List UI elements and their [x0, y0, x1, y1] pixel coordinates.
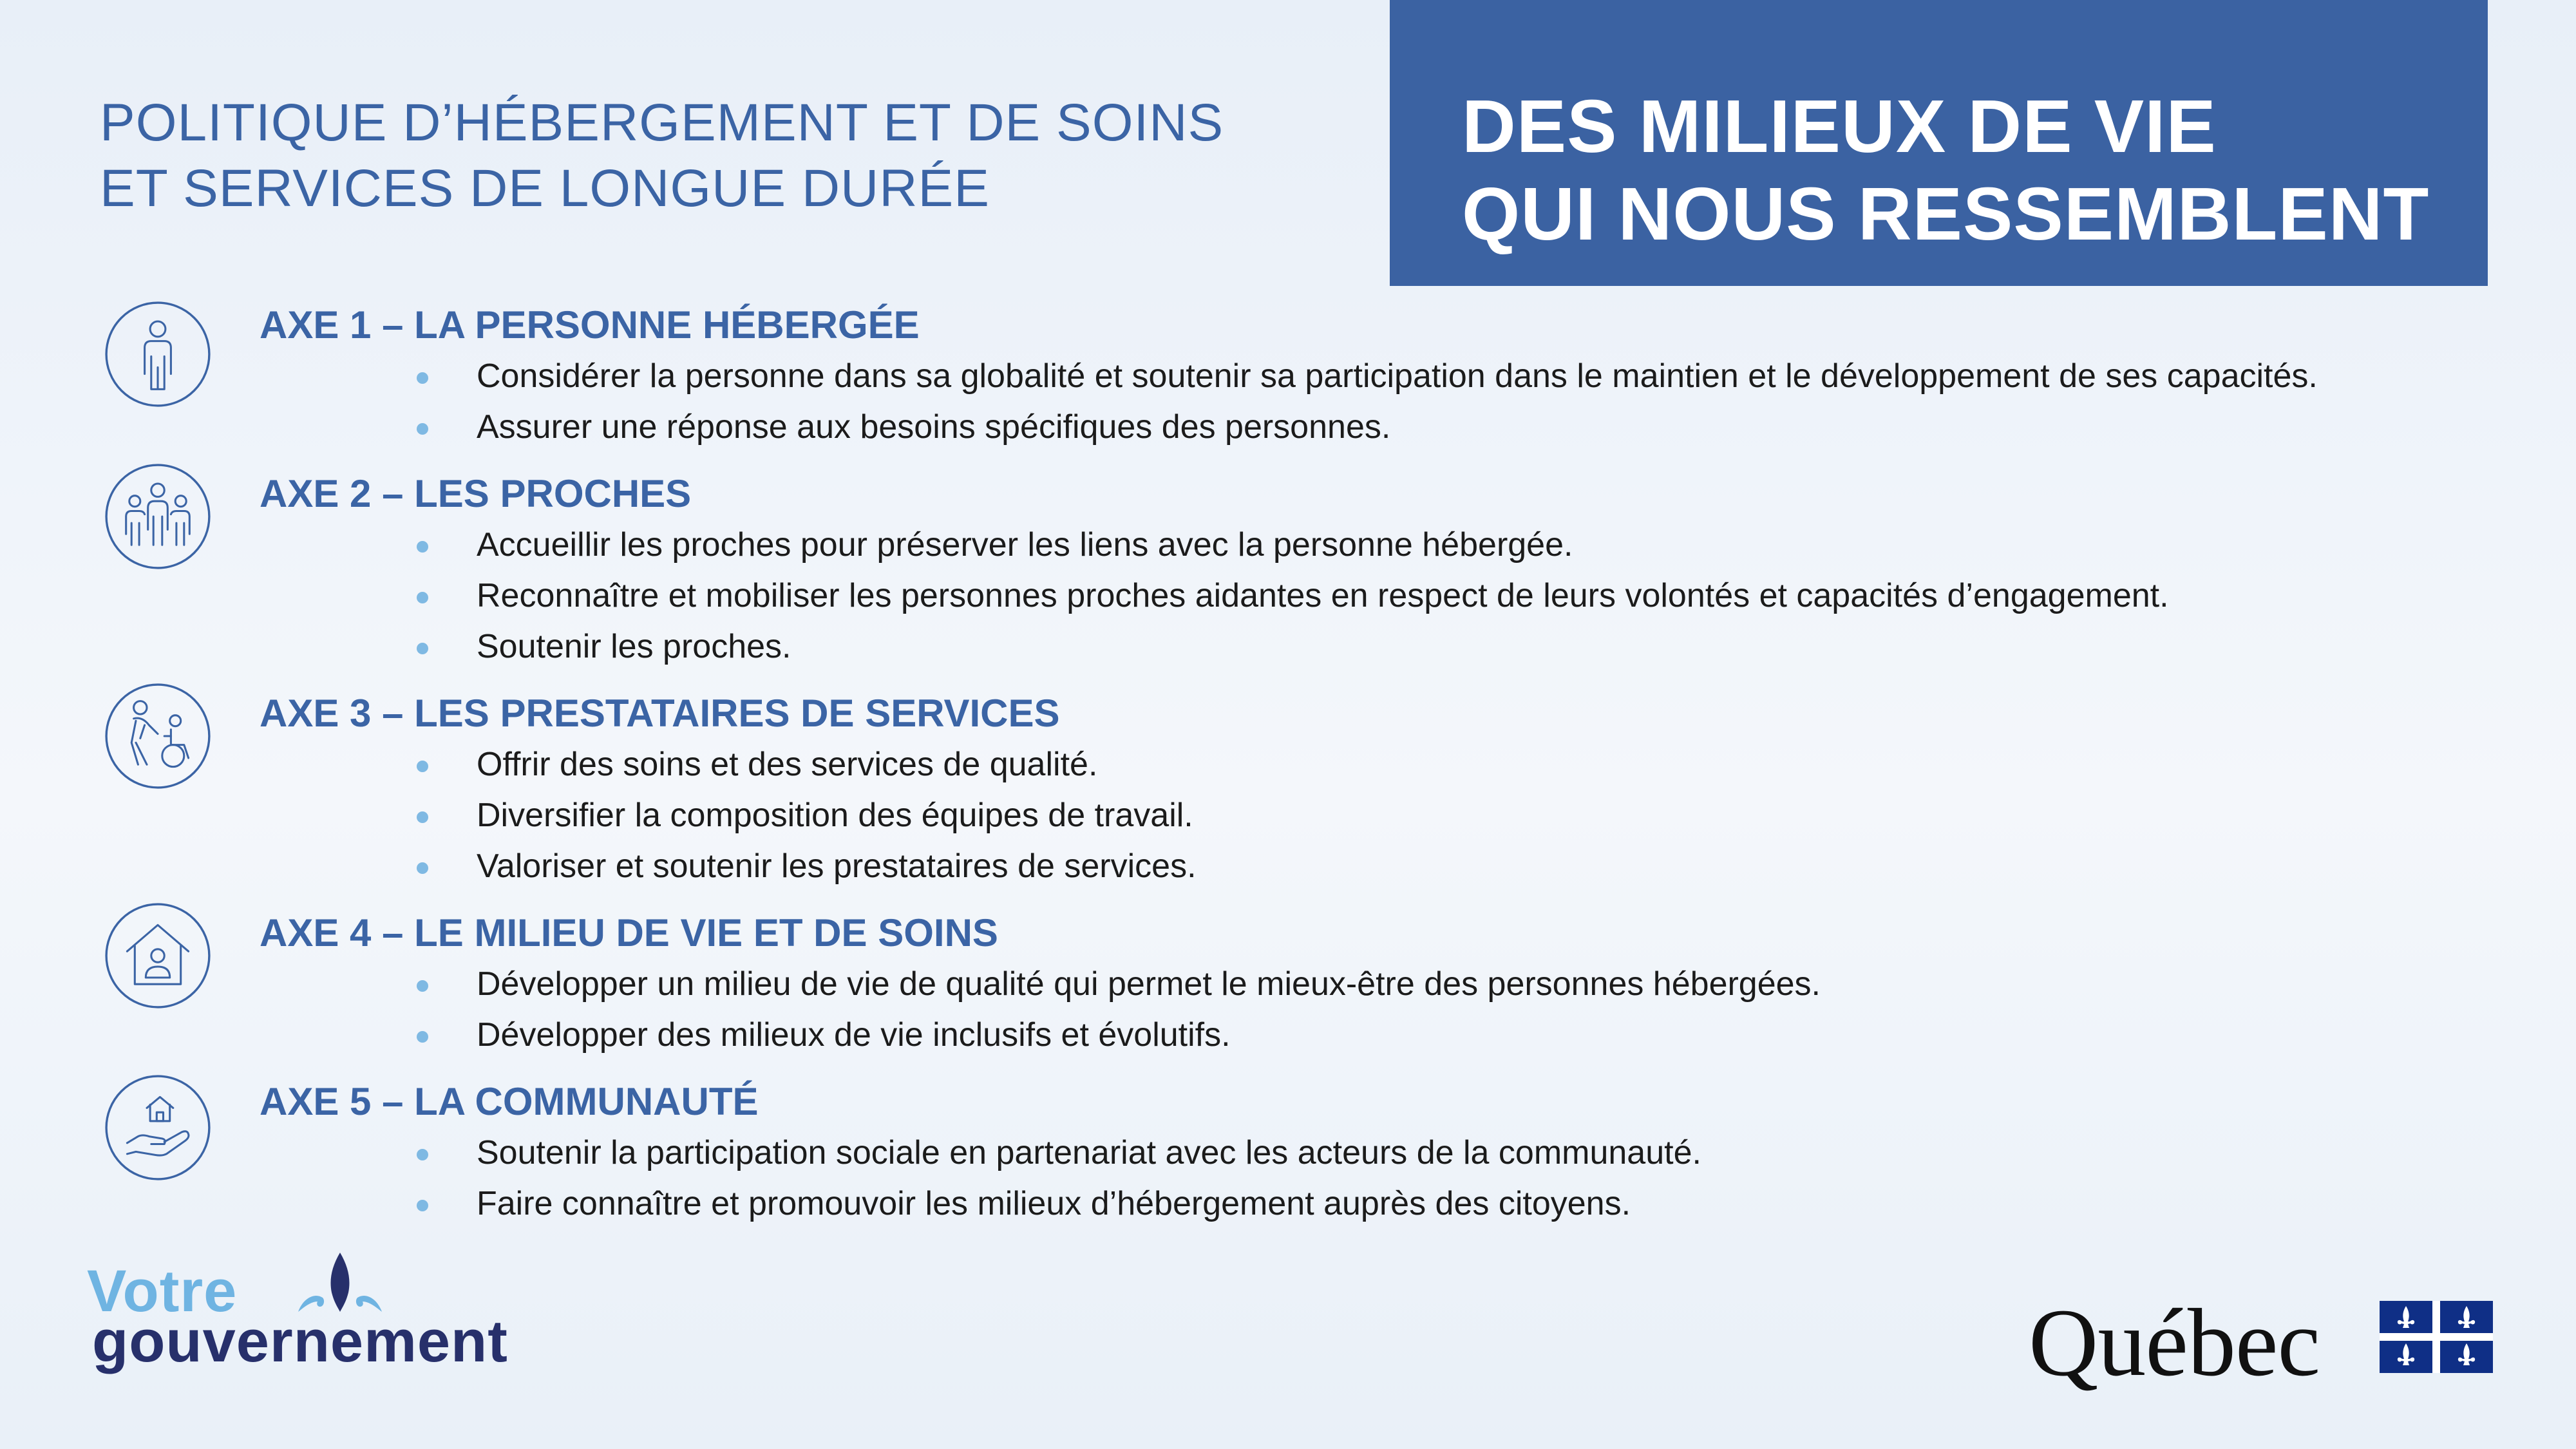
bullet-dot [417, 541, 428, 553]
bullet-dot [417, 1149, 428, 1160]
person-icon [103, 299, 213, 409]
bullet-dot [417, 1031, 428, 1043]
bullet-dot [417, 811, 428, 823]
group-icon [103, 462, 213, 571]
axis-2-title: AXE 2 – LES PROCHES [260, 472, 692, 515]
bullet-dot [417, 592, 428, 603]
banner-title-line2: QUI NOUS RESSEMBLENT [1462, 172, 2430, 256]
bullet-dot [417, 862, 428, 874]
banner-title-line1: DES MILIEUX DE VIE [1462, 84, 2217, 168]
quebec-flag-icon [2380, 1301, 2493, 1373]
axis-5-title: AXE 5 – LA COMMUNAUTÉ [260, 1080, 759, 1123]
logo-votre-text: Votre [87, 1258, 238, 1324]
votre-gouvernement-logo [87, 1259, 538, 1388]
bullet-dot [417, 423, 428, 435]
policy-subtitle-line1: POLITIQUE D’HÉBERGEMENT ET DE SOINS [100, 93, 1224, 152]
banner-title [1462, 82, 2488, 258]
logo-gouvernement-text: gouvernement [92, 1309, 508, 1374]
axis-4-title: AXE 4 – LE MILIEU DE VIE ET DE SOINS [260, 911, 998, 954]
quebec-wordmark: Québec [2029, 1289, 2320, 1396]
bullet-dot [417, 643, 428, 654]
bullet-dot [417, 372, 428, 384]
policy-subtitle [100, 90, 1356, 222]
title-banner [1390, 0, 2488, 286]
bullet-dot [417, 761, 428, 772]
quebec-logo [2029, 1288, 2492, 1397]
axis-3-title: AXE 3 – LES PRESTATAIRES DE SERVICES [260, 692, 1060, 735]
house-person-icon [103, 901, 213, 1010]
axis-1-title: AXE 1 – LA PERSONNE HÉBERGÉE [260, 303, 920, 346]
caregiver-wheelchair-icon [103, 681, 213, 791]
slide: POLITIQUE D’HÉBERGEMENT ET DE SOINS ET SERVICES DE LONGUE DURÉE DES MILIEUX DE VIE QUI NOUS RESSEMBLENT AXE 1 – LA PERSONNE HÉBERGÉE Considérer la personne dans sa globalité et soutenir sa participation dans le maintien et le développement de ses capacités. Assurer une réponse aux besoins spécifiques des personnes. AXE 2 – LES PROCHES Accueillir les proches pour préserver les liens avec la personne hébergée. Reconnaître et mobiliser les personnes proches aidantes en respect de leurs volontés et capacités d’engagement. Soutenir les proches. AXE 3 – LES PRESTATAIRES DE SERVICES Offrir des soins et des services de qualité. Diversifier la composition des équipes de travail. Valoriser et soutenir les prestataires de services. AXE 4 – LE MILIEU DE VIE ET DE SOINS Développer un milieu de vie de qualité qui permet le mieux-être des personnes hébergées. Développer des milieux de vie inclusifs et évolutifs. AXE 5 – LA COMMUNAUTÉ Soutenir la participation sociale en partenariat avec les acteurs de la communauté. Faire connaître et promouvoir les milieux d’hébergement auprès des citoyens. Votre gouvernement Québec [0, 0, 2576, 1449]
hand-house-icon [103, 1073, 213, 1182]
policy-subtitle-line2: ET SERVICES DE LONGUE DURÉE [100, 159, 990, 218]
bullet-dot [417, 980, 428, 992]
bullet-dot [417, 1200, 428, 1211]
